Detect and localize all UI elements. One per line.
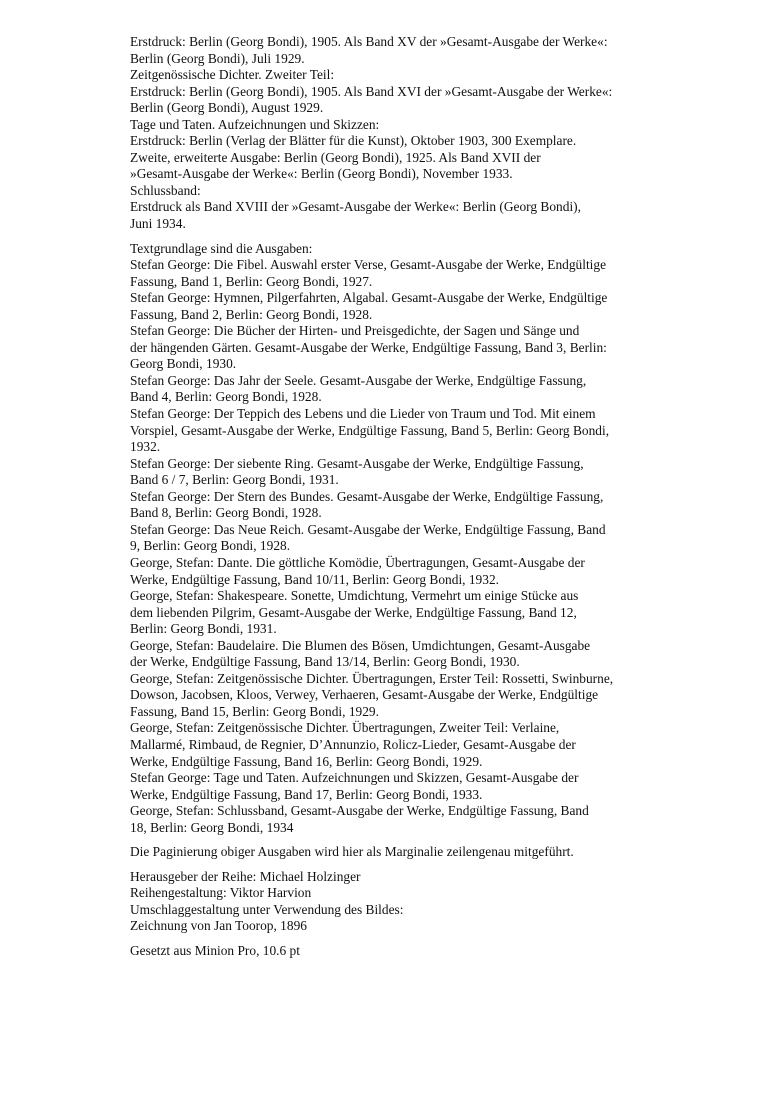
text-line: der hängenden Gärten. Gesamt-Ausgabe der Werke, Endgültige Fassung, Band 3, Berlin:	[130, 339, 607, 355]
text-line: Stefan George: Hymnen, Pilgerfahrten, Algabal. Gesamt-Ausgabe der Werke, Endgültige	[130, 290, 608, 306]
text-line: George, Stefan: Baudelaire. Die Blumen des Bösen, Umdichtungen, Gesamt-Ausgabe	[130, 637, 591, 653]
text-line: Fassung, Band 15, Berlin: Georg Bondi, 1929.	[130, 703, 379, 719]
text-line: Stefan George: Der Teppich des Lebens und die Lieder von Traum und Tod. Mit einem	[130, 406, 596, 422]
text-line: Stefan George: Die Fibel. Auswahl erster Verse, Gesamt-Ausgabe der Werke, Endgültige	[130, 257, 607, 273]
text-line: George, Stefan: Zeitgenössische Dichter. Übertragungen, Zweiter Teil: Verlaine,	[130, 720, 560, 736]
text-line: Stefan George: Der Stern des Bundes. Gesamt-Ausgabe der Werke, Endgültige Fassung,	[130, 488, 604, 504]
text-line: Zweite, erweiterte Ausgabe: Berlin (Georg Bondi), 1925. Als Band XVII der	[130, 149, 541, 165]
text-line: Werke, Endgültige Fassung, Band 10/11, Berlin: Georg Bondi, 1932.	[130, 571, 499, 587]
text-line: George, Stefan: Schlussband, Gesamt-Ausgabe der Werke, Endgültige Fassung, Band	[130, 803, 589, 819]
text-line: Die Paginierung obiger Ausgaben wird hier als Marginalie zeilengenau mitgeführt.	[130, 844, 574, 860]
text-line: Stefan George: Der siebente Ring. Gesamt-Ausgabe der Werke, Endgültige Fassung,	[130, 455, 584, 471]
editions-history-block	[130, 34, 665, 233]
text-line: Textgrundlage sind die Ausgaben:	[130, 240, 313, 256]
text-line: Zeichnung von Jan Toorop, 1896	[130, 918, 307, 934]
text-line: 9, Berlin: Georg Bondi, 1928.	[130, 538, 291, 554]
text-line: Tage und Taten. Aufzeichnungen und Skizzen:	[130, 116, 380, 132]
text-line: Erstdruck: Berlin (Georg Bondi), 1905. Als Band XVI der »Gesamt-Ausgabe der Werke«:	[130, 83, 613, 99]
text-line: Mallarmé, Rimbaud, de Regnier, D’Annunzio, Rolicz-Lieder, Gesamt-Ausgabe der	[130, 736, 576, 752]
text-line: Werke, Endgültige Fassung, Band 17, Berlin: Georg Bondi, 1933.	[130, 786, 483, 802]
text-line: Vorspiel, Gesamt-Ausgabe der Werke, Endgültige Fassung, Band 5, Berlin: Georg Bondi,	[130, 422, 610, 438]
text-line: Gesetzt aus Minion Pro, 10.6 pt	[130, 942, 300, 958]
text-line: Umschlaggestaltung unter Verwendung des Bildes:	[130, 901, 404, 917]
text-line: Reihengestaltung: Viktor Harvion	[130, 885, 312, 901]
text-line: Stefan George: Das Neue Reich. Gesamt-Ausgabe der Werke, Endgültige Fassung, Band	[130, 521, 606, 537]
text-line: Berlin: Georg Bondi, 1931.	[130, 621, 277, 637]
text-line: 18, Berlin: Georg Bondi, 1934	[130, 819, 294, 835]
text-line: Berlin (Georg Bondi), August 1929.	[130, 100, 324, 116]
text-line: Band 8, Berlin: Georg Bondi, 1928.	[130, 505, 322, 521]
text-line: George, Stefan: Zeitgenössische Dichter. Übertragungen, Erster Teil: Rossetti, Swinburne,	[130, 670, 614, 686]
text-line: Fassung, Band 1, Berlin: Georg Bondi, 1927.	[130, 273, 373, 289]
text-line: »Gesamt-Ausgabe der Werke«: Berlin (Georg Bondi), November 1933.	[130, 166, 513, 182]
text-line: dem liebenden Pilgrim, Gesamt-Ausgabe der Werke, Endgültige Fassung, Band 12,	[130, 604, 577, 620]
document-page	[130, 34, 665, 968]
text-line: Georg Bondi, 1930.	[130, 356, 237, 372]
text-line: Band 6 / 7, Berlin: Georg Bondi, 1931.	[130, 472, 339, 488]
text-line: Juni 1934.	[130, 216, 186, 232]
source-editions-block	[130, 241, 665, 837]
text-line: Erstdruck als Band XVIII der »Gesamt-Ausgabe der Werke«: Berlin (Georg Bondi),	[130, 199, 581, 215]
text-line: Berlin (Georg Bondi), Juli 1929.	[130, 50, 305, 66]
text-line: George, Stefan: Shakespeare. Sonette, Umdichtung, Vermehrt um einige Stücke aus	[130, 588, 579, 604]
credits-block	[130, 869, 665, 935]
text-line: Stefan George: Tage und Taten. Aufzeichnungen und Skizzen, Gesamt-Ausgabe der	[130, 770, 579, 786]
pagination-note-block	[130, 844, 665, 861]
text-line: George, Stefan: Dante. Die göttliche Komödie, Übertragungen, Gesamt-Ausgabe der	[130, 554, 585, 570]
text-line: der Werke, Endgültige Fassung, Band 13/14, Berlin: Georg Bondi, 1930.	[130, 654, 520, 670]
text-line: Fassung, Band 2, Berlin: Georg Bondi, 1928.	[130, 306, 373, 322]
text-line: Erstdruck: Berlin (Georg Bondi), 1905. Als Band XV der »Gesamt-Ausgabe der Werke«:	[130, 34, 608, 49]
text-line: Stefan George: Das Jahr der Seele. Gesamt-Ausgabe der Werke, Endgültige Fassung,	[130, 372, 587, 388]
text-line: Schlussband:	[130, 182, 201, 198]
text-line: Dowson, Jacobsen, Kloos, Verwey, Verhaeren, Gesamt-Ausgabe der Werke, Endgültige	[130, 687, 599, 703]
text-line: 1932.	[130, 439, 161, 455]
text-line: Band 4, Berlin: Georg Bondi, 1928.	[130, 389, 322, 405]
text-line: Stefan George: Die Bücher der Hirten- und Preisgedichte, der Sagen und Sänge und	[130, 323, 580, 339]
text-line: Zeitgenössische Dichter. Zweiter Teil:	[130, 67, 335, 83]
text-line: Werke, Endgültige Fassung, Band 16, Berlin: Georg Bondi, 1929.	[130, 753, 483, 769]
typesetting-note-block	[130, 943, 665, 960]
text-line: Erstdruck: Berlin (Verlag der Blätter für die Kunst), Oktober 1903, 300 Exemplare.	[130, 133, 577, 149]
text-line: Herausgeber der Reihe: Michael Holzinger	[130, 868, 361, 884]
